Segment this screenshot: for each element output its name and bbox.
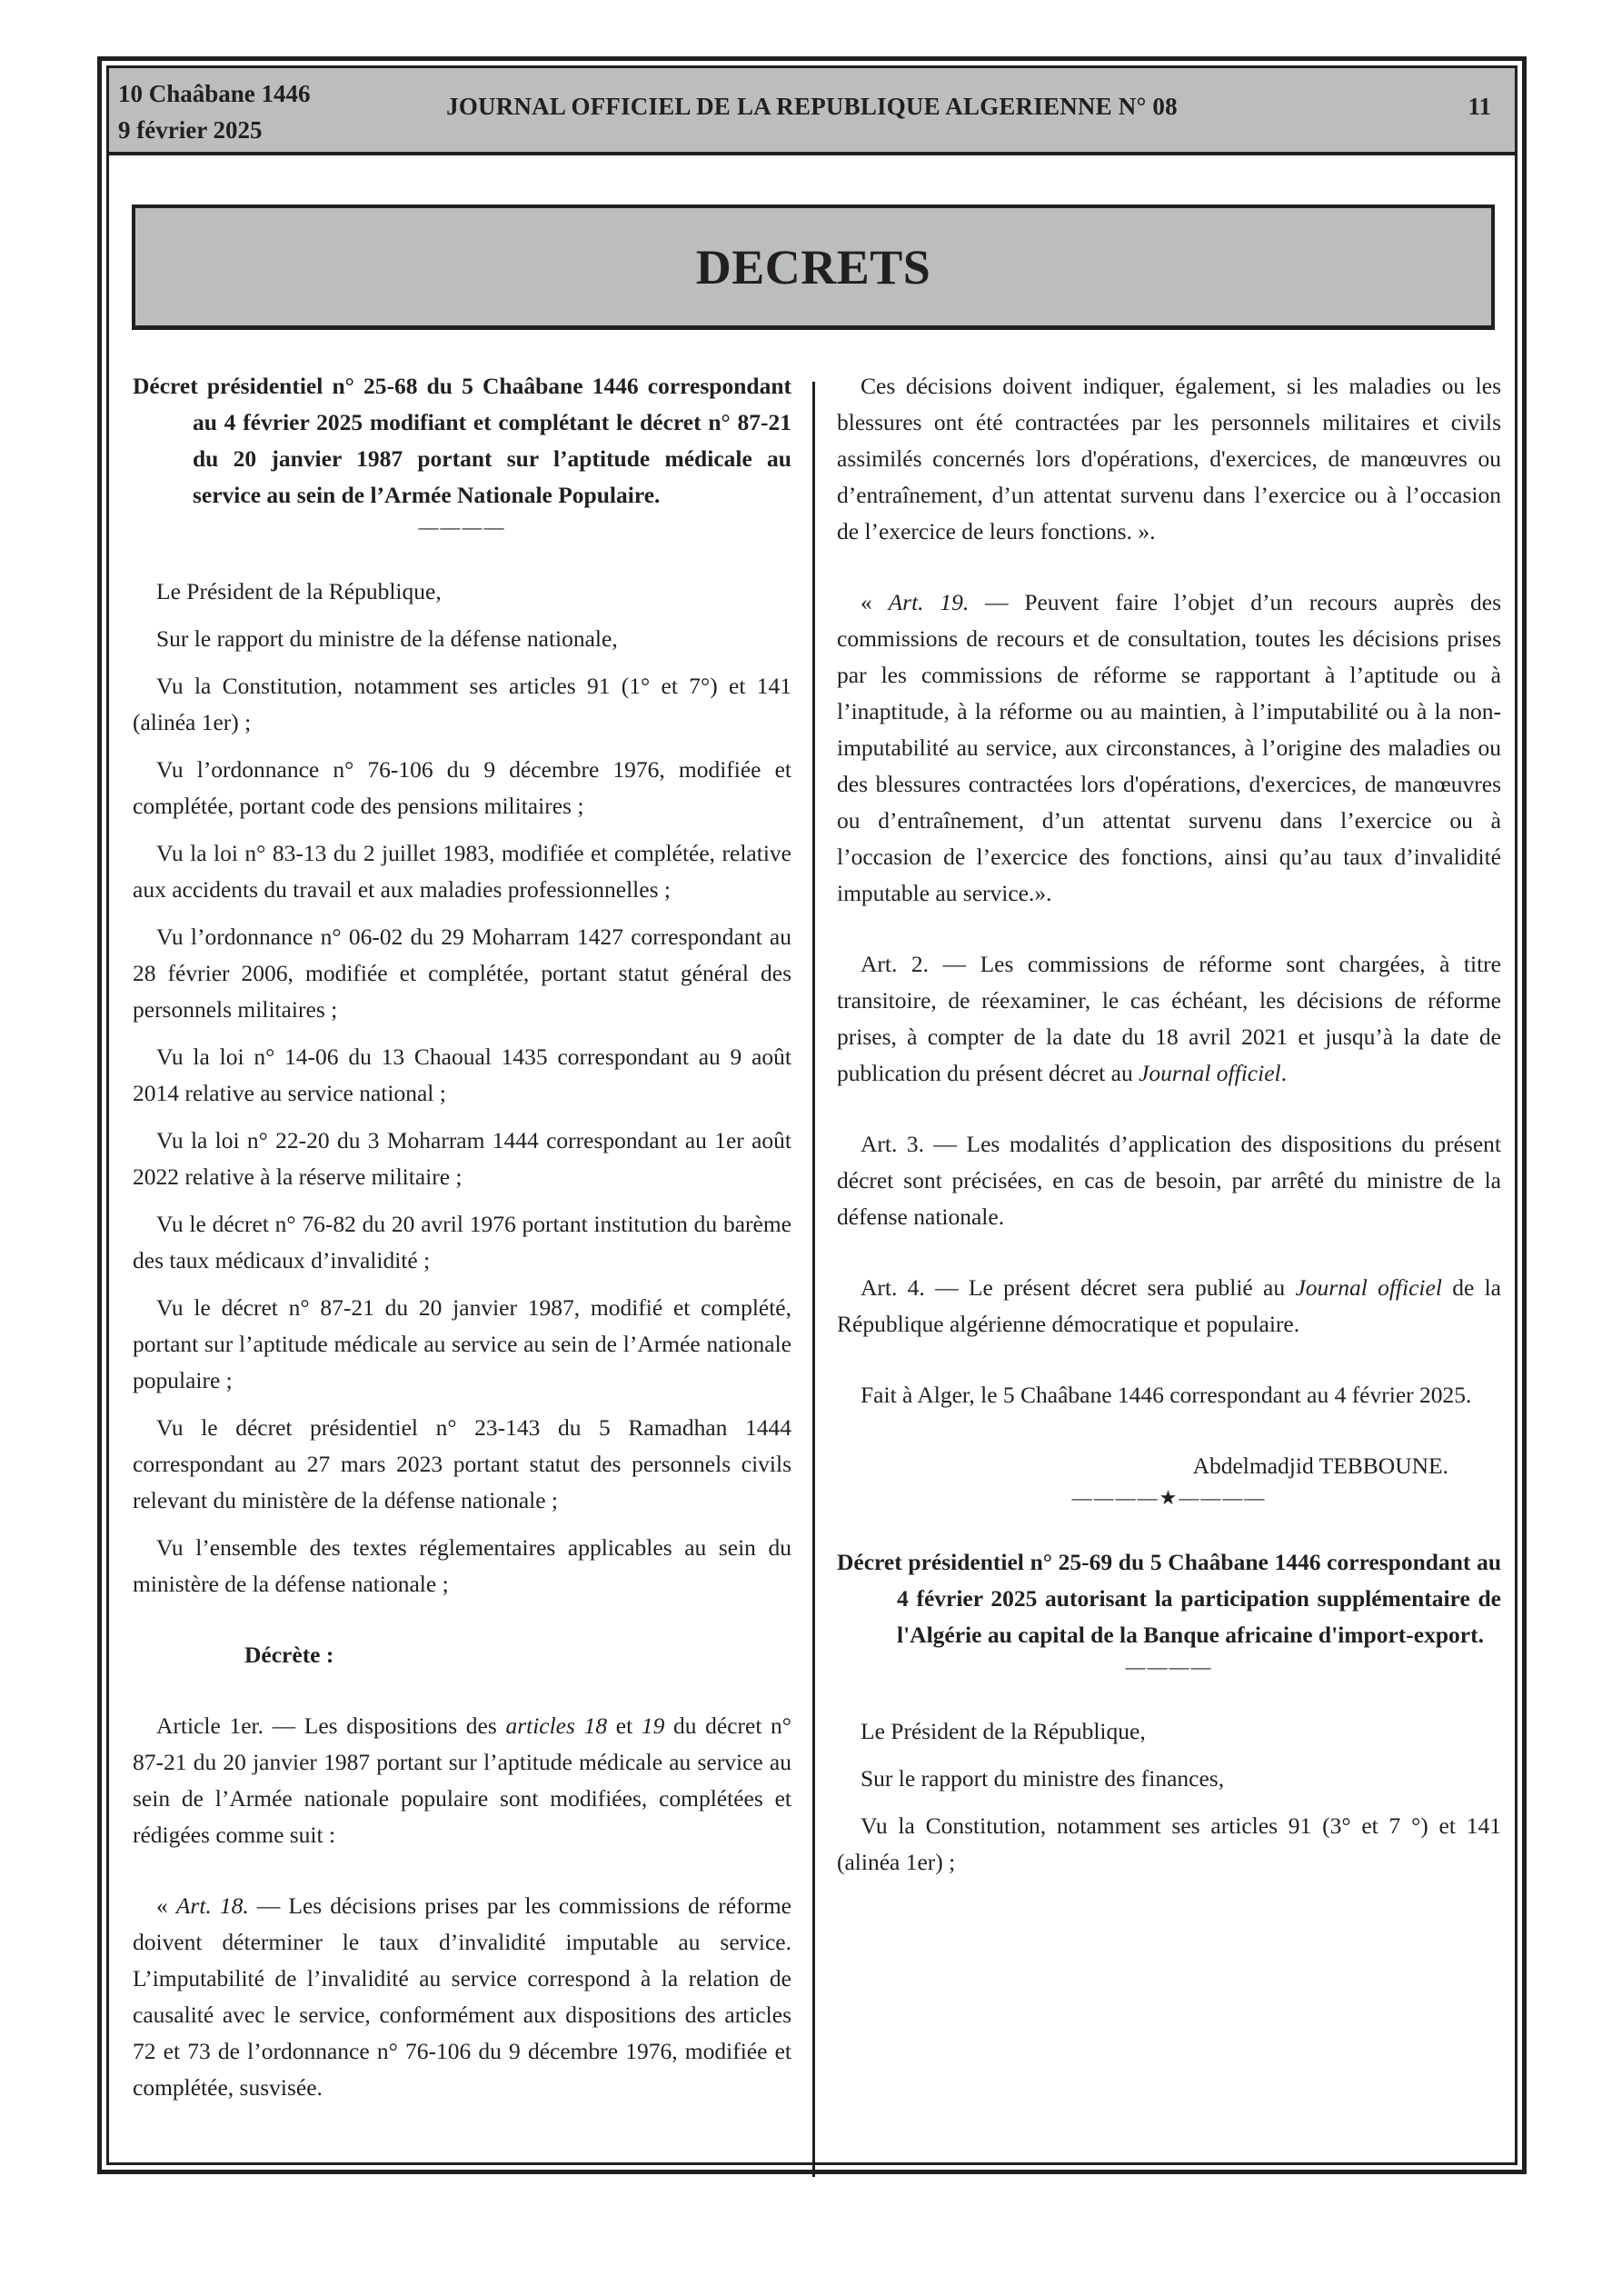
preamble-line: Vu la loi n° 22-20 du 3 Moharram 1444 correspondant au 1er août 2022 relative à la réserve militaire ;: [133, 1127, 791, 1190]
page-inner-frame: [106, 65, 1518, 2165]
column-divider: [812, 382, 815, 2177]
decrete-heading: Décrète :: [244, 1642, 334, 1668]
article-2-end: .: [1280, 1060, 1287, 1086]
journal-header: [109, 68, 1515, 155]
preamble-line: Vu la Constitution, notamment ses articles 91 (1° et 7°) et 141 (alinéa 1er) ;: [133, 673, 791, 735]
done-at: Fait à Alger, le 5 Chaâbane 1446 correspondant au 4 février 2025.: [861, 1382, 1472, 1408]
preamble-line: Le Président de la République,: [861, 1718, 1146, 1744]
page-number: 11: [1468, 93, 1491, 120]
page-frame: [97, 56, 1527, 2174]
preamble-line: Vu l’ensemble des textes réglementaires applicables au sein du ministère de la défense nationale ;: [133, 1534, 791, 1597]
article-18-label: Art. 18.: [175, 1892, 249, 1919]
preamble-line: Vu le décret présidentiel n° 23-143 du 5 Ramadhan 1444 correspondant au 27 mars 2023 portant statut des personnels civils relevant du ministère de la défense nationale ;: [133, 1414, 791, 1513]
article-19: [837, 584, 1501, 912]
article-19-text: — Peuvent faire l’objet d’un recours auprès des commissions de recours et de consultation, toutes les décisions prises par les commissions de réforme se rapportant à l’aptitude ou à l’inaptitude, à la réforme ou au maintien, à l’imputabilité ou à la non-imputabilité au service, aux circonstances, à l’origine des maladies ou des blessures contractées lors d'opérations, d'exercices, de manœuvres ou d’entraînement, d’un attentat survenu dans l’exercice ou à l’occasion de l’exercice des fonctions, ainsi qu’au taux d’invalidité imputable au service.».: [837, 589, 1502, 906]
journal-officiel-ref: Journal officiel: [1295, 1274, 1442, 1301]
journal-officiel-ref: Journal officiel: [1139, 1060, 1281, 1086]
article-1-mid: et: [607, 1712, 642, 1739]
article-1-lead: Article 1er. — Les dispositions des: [156, 1712, 506, 1739]
section-title: DECRETS: [695, 239, 931, 294]
preamble-line: Vu la loi n° 14-06 du 13 Chaoual 1435 correspondant au 9 août 2014 relative au service national ;: [133, 1043, 791, 1106]
preamble-line: Sur le rapport du ministre de la défense nationale,: [156, 625, 618, 652]
article-18-text: — Les décisions prises par les commissions de réforme doivent déterminer le taux d’invalidité imputable au service. L’imputabilité de l’invalidité au service correspond à la relation de causalité avec le service, conformément aux dispositions des articles 72 et 73 de l’ordonnance n° 76-106 du 9 décembre 1976, modifiée et complétée, susvisée.: [133, 1892, 791, 2101]
decree-title: Décret présidentiel n° 25-68 du 5 Chaâbane 1446 correspondant au 4 février 2025 modifiant et complétant le décret n° 87-21 du 20 janvier 1987 portant sur l’aptitude médicale au service au sein de l’Armée Nationale Populaire.: [133, 373, 791, 508]
quote-open: «: [156, 1892, 176, 1919]
signature: Abdelmadjid TEBBOUNE.: [1192, 1452, 1448, 1479]
right-column: [837, 368, 1501, 1881]
article-18-continuation: Ces décisions doivent indiquer, également, si les maladies ou les blessures ont été contractées par les personnels militaires et civils assimilés concernés lors d'opérations, d'exercices, de manœuvres ou d’entraînement, d’un attentat survenu dans l’exercice ou à l’occasion de l’exercice de leurs fonctions. ».: [837, 373, 1501, 544]
section-banner: [132, 205, 1495, 330]
decree-title: Décret présidentiel n° 25-69 du 5 Chaâbane 1446 correspondant au 4 février 2025 autorisant la participation supplémentaire de l'Algérie au capital de la Banque africaine d'import-export.: [837, 1549, 1501, 1648]
preamble-line: Le Président de la République,: [156, 578, 442, 604]
preamble-line: Vu la loi n° 83-13 du 2 juillet 1983, modifiée et complétée, relative aux accidents du travail et aux maladies professionnelles ;: [133, 840, 791, 903]
title-separator: ————: [418, 515, 506, 538]
left-column: [133, 368, 791, 2106]
quote-open: «: [861, 589, 889, 615]
article-ref: articles 18: [505, 1712, 608, 1739]
preamble-line: Sur le rapport du ministre des finances,: [861, 1765, 1225, 1792]
preamble-line: Vu l’ordonnance n° 76-106 du 9 décembre 1976, modifiée et complétée, portant code des pensions militaires ;: [133, 756, 791, 819]
journal-title: JOURNAL OFFICIEL DE LA REPUBLIQUE ALGERIENNE N° 08: [446, 93, 1178, 120]
article-18: [133, 1888, 791, 2106]
gregorian-date: 9 février 2025: [118, 116, 263, 144]
article-4: [837, 1270, 1501, 1343]
star-separator: ————★————: [1071, 1486, 1267, 1509]
article-2-text: Art. 2. — Les commissions de réforme sont chargées, à titre transitoire, de réexaminer, le cas échéant, les décisions de réforme prises, à compter de la date du 18 avril 2021 et jusqu’à la date de publication du présent décret au: [837, 951, 1501, 1086]
article-1-rest: du décret n° 87-21 du 20 janvier 1987 portant sur l’aptitude médicale au service au sein de l’Armée nationale populaire sont modifiées, complétées et rédigées comme suit :: [133, 1712, 792, 1848]
preamble-line: Vu l’ordonnance n° 06-02 du 29 Moharram 1427 correspondant au 28 février 2006, modifiée et complétée, portant statut général des personnels militaires ;: [133, 923, 791, 1023]
article-19-label: Art. 19.: [888, 589, 970, 615]
article-4-end: de la République algérienne démocratique et populaire.: [837, 1274, 1501, 1337]
article-4-text: Art. 4. — Le présent décret sera publié au: [861, 1274, 1296, 1301]
preamble-line: Vu le décret n° 87-21 du 20 janvier 1987, modifié et complété, portant sur l’aptitude médicale au service au sein de l’Armée nationale populaire ;: [133, 1294, 791, 1393]
title-separator: ————: [1125, 1655, 1213, 1678]
preamble-line: Vu la Constitution, notamment ses articles 91 (3° et 7 °) et 141 (alinéa 1er) ;: [837, 1812, 1501, 1875]
preamble-line: Vu le décret n° 76-82 du 20 avril 1976 portant institution du barème des taux médicaux d’invalidité ;: [133, 1211, 791, 1273]
article-3: Art. 3. — Les modalités d’application des dispositions du présent décret sont précisées, en cas de besoin, par arrêté du ministre de la défense nationale.: [837, 1131, 1501, 1230]
article-1: [133, 1708, 791, 1853]
article-2: [837, 946, 1501, 1092]
hijri-date: 10 Chaâbane 1446: [118, 80, 311, 107]
article-ref: 19: [641, 1712, 665, 1739]
